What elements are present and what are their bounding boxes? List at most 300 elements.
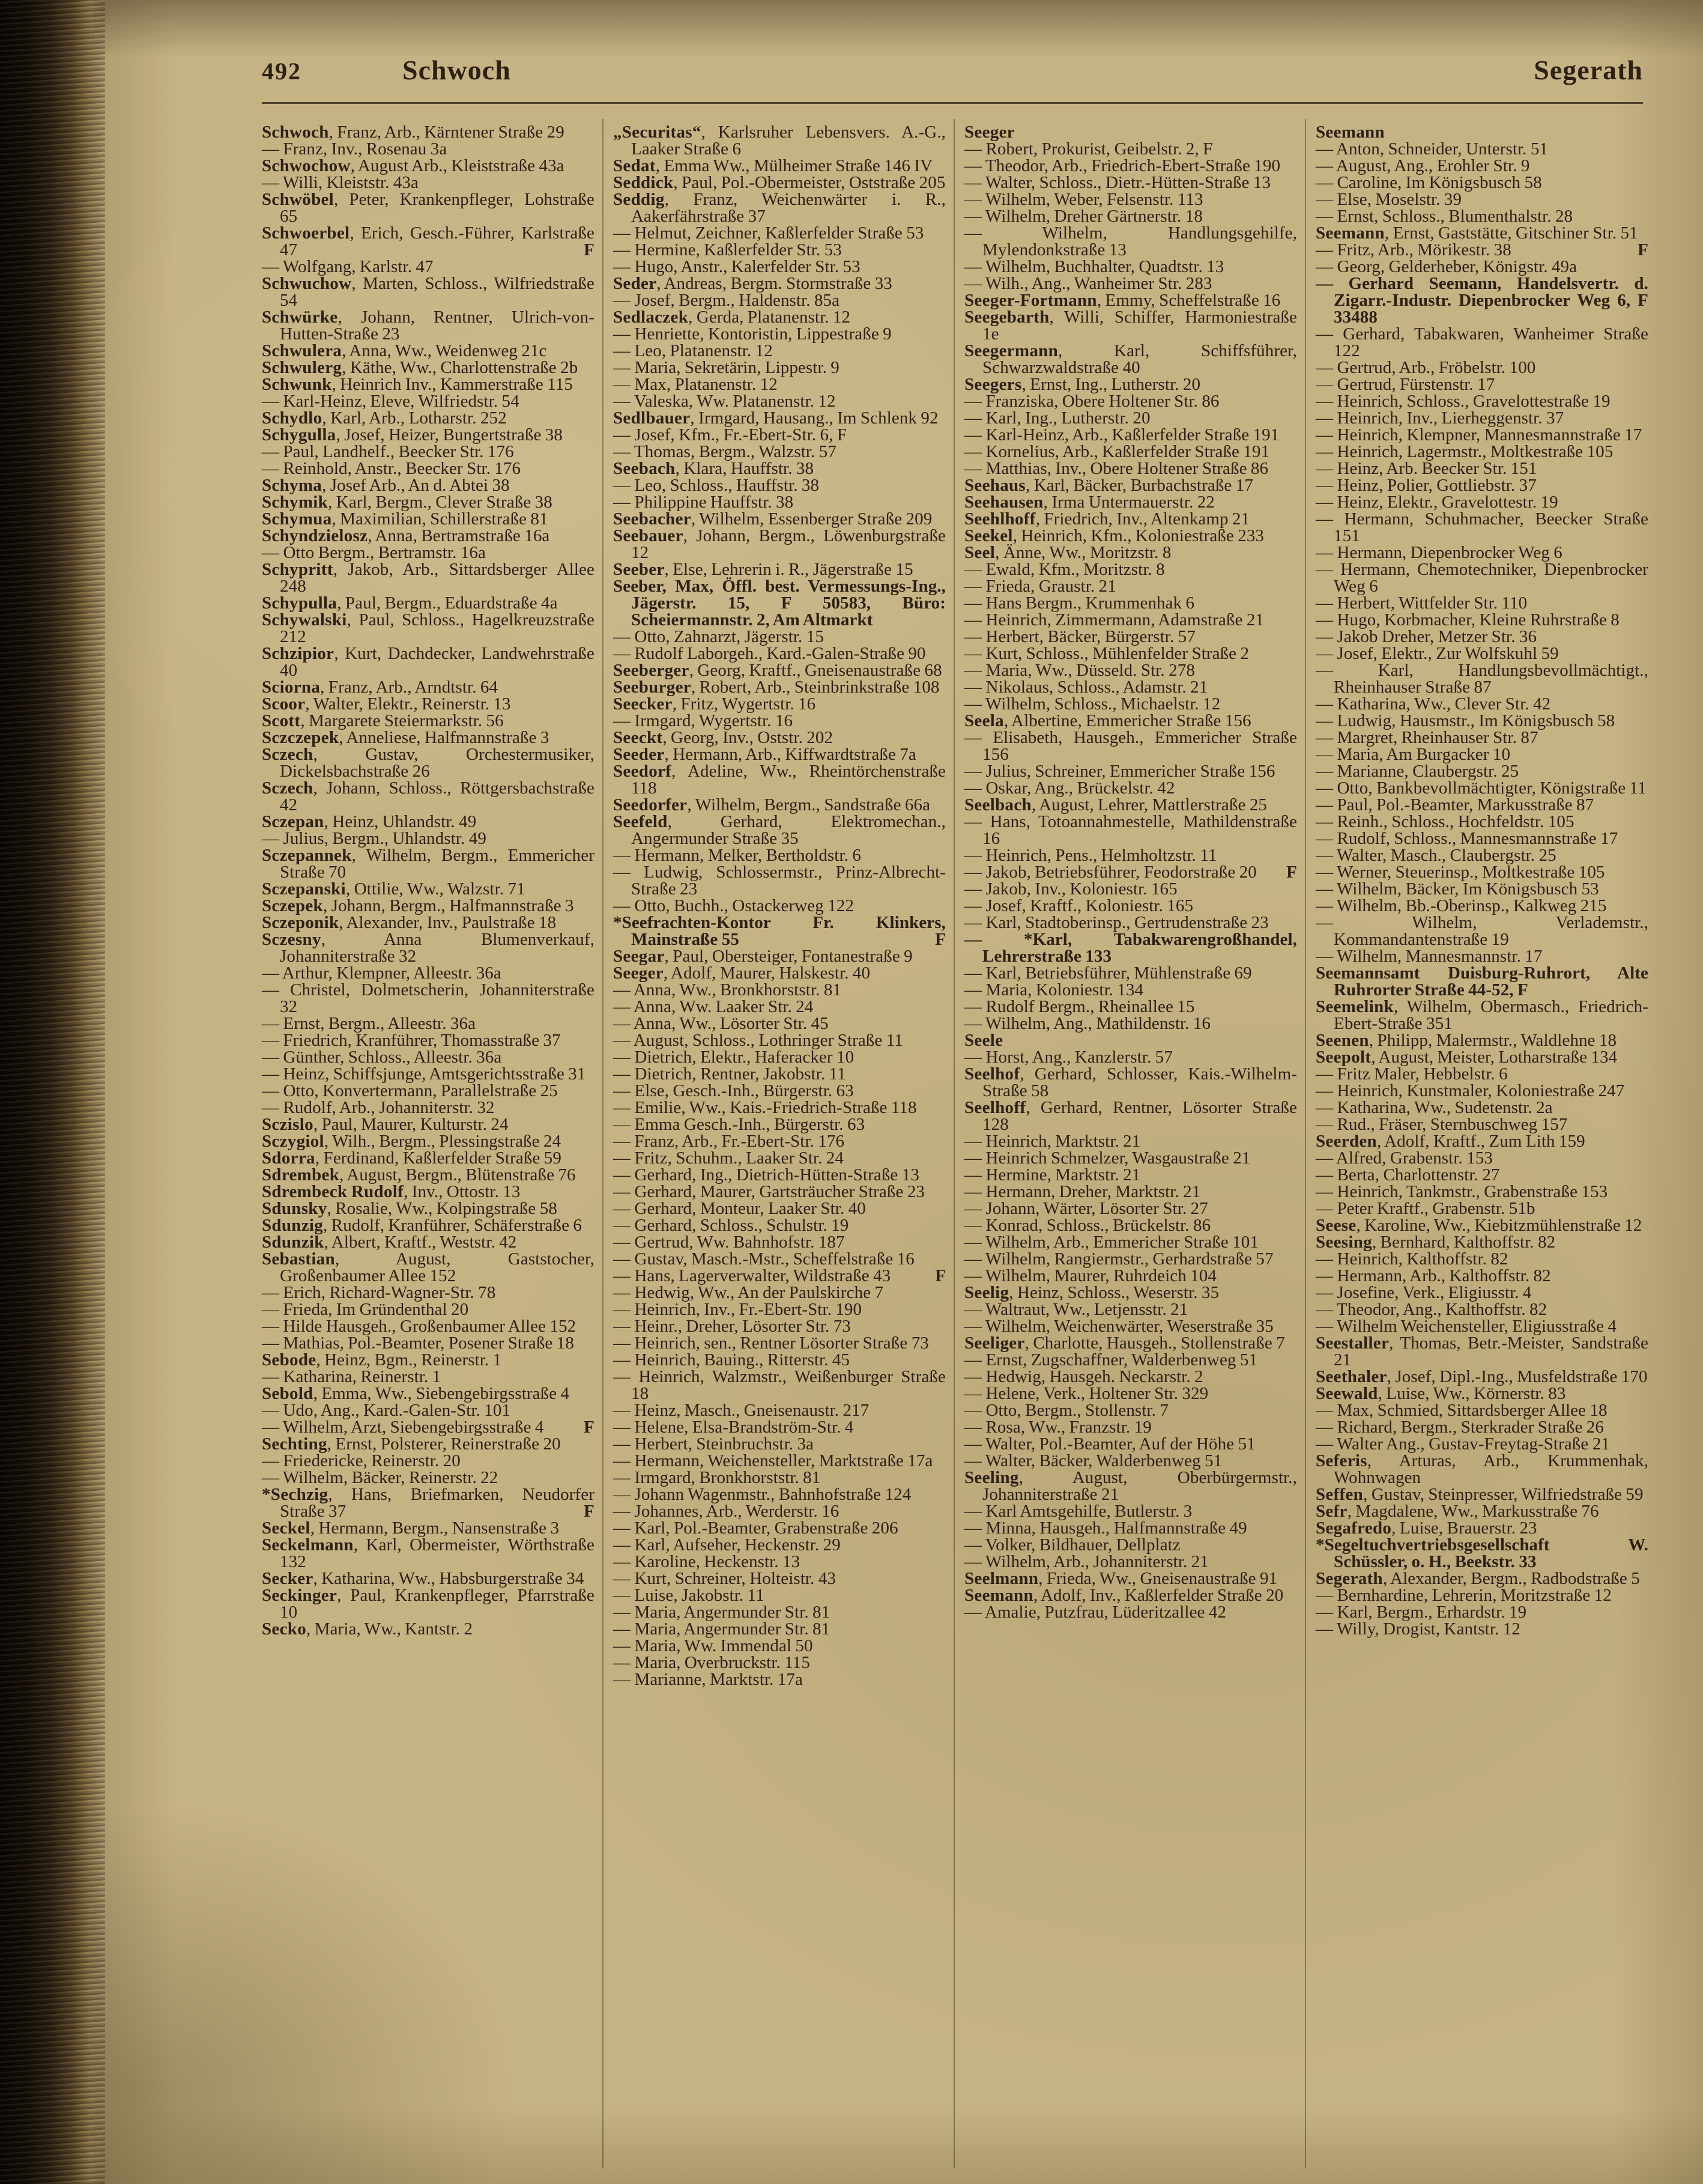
directory-entry: Schyndzielosz, Anna, Bertramstraße 16a <box>262 526 550 545</box>
directory-entry: — Amalie, Putzfrau, Lüderitzallee 42 <box>964 1603 1227 1622</box>
directory-entry: — Helene, Verk., Holtener Str. 329 <box>964 1384 1209 1403</box>
directory-entry: „Securitas“, Karlsruher Lebensvers. A.-G., Laaker Straße 6 <box>613 123 946 159</box>
directory-entry: — Wilh., Ang., Wanheimer Str. 283 <box>964 274 1212 293</box>
entry-surname: Sebastian <box>262 1249 335 1269</box>
directory-entry: — Heinz, Masch., Gneisenaustr. 217 <box>613 1401 870 1420</box>
entry-surname: Seemann <box>964 1586 1033 1605</box>
directory-entry: — Heinrich, sen., Rentner Lösorter Straße 73 <box>613 1333 929 1353</box>
entry-surname: Seegermann <box>964 341 1059 360</box>
entry-surname: Sczepannek <box>262 846 352 865</box>
directory-entry: — Robert, Prokurist, Geibelstr. 2, F <box>964 139 1213 159</box>
directory-entry: — Maria, Angermunder Str. 81 <box>613 1619 830 1639</box>
entry-surname: Seemann <box>1316 123 1385 142</box>
directory-entry: — Emma Gesch.-Inh., Bürgerstr. 63 <box>613 1115 865 1134</box>
directory-entry: — Irmgard, Wygertstr. 16 <box>613 711 793 730</box>
entry-surname: Seehausen <box>964 493 1044 512</box>
directory-entry: — Oskar, Ang., Brückelstr. 42 <box>964 778 1175 798</box>
directory-entry: — Fritz, Schuhm., Laaker Str. 24 <box>613 1148 844 1168</box>
directory-entry: Sczesny, Anna Blumenverkauf, Johanniterstraße 32 <box>262 930 594 966</box>
directory-entry: — Heinz, Elektr., Gravelottestr. 19 <box>1316 493 1558 512</box>
directory-entry: — Reinhold, Anstr., Beecker Str. 176 <box>262 459 521 478</box>
directory-entry: — Maria, Overbruckstr. 115 <box>613 1653 810 1672</box>
directory-entry: Seel, Änne, Ww., Moritzstr. 8 <box>964 543 1172 562</box>
directory-entry: Seepolt, August, Meister, Lotharstraße 134 <box>1316 1048 1618 1067</box>
directory-entry: — Wilhelm, Bäcker, Im Königsbusch 53 <box>1316 879 1599 899</box>
directory-entry: Seewald, Luise, Ww., Körnerstr. 83 <box>1316 1384 1566 1403</box>
entry-surname: Seemelink <box>1316 997 1394 1016</box>
entry-surname: Seeliger <box>964 1333 1025 1353</box>
directory-entry: Seethaler, Josef, Dipl.-Ing., Musfeldstraße 170 <box>1316 1367 1648 1386</box>
entry-surname: Schwürke <box>262 308 338 327</box>
directory-entry: — Hans, Totoannahmestelle, Mathildenstraße 16 <box>964 812 1297 848</box>
directory-entry: — Josef, Elektr., Zur Wolfskuhl 59 <box>1316 644 1559 663</box>
directory-entry: Seebauer, Johann, Bergm., Löwenburgstraße 12 <box>613 526 946 562</box>
directory-entry: — Frieda, Im Gründenthal 20 <box>262 1300 469 1319</box>
directory-entry: — Gerhard, Tabakwaren, Wanheimer Straße 122 <box>1316 324 1648 360</box>
directory-entry: — Franz, Arb., Fr.-Ebert-Str. 176 <box>613 1132 845 1151</box>
directory-entry: — Kornelius, Arb., Kaßlerfelder Straße 191 <box>964 442 1270 461</box>
directory-entry: Seferis, Arturas, Arb., Krummenhak, Wohnwagen <box>1316 1451 1648 1487</box>
directory-entry: Sefr, Magdalene, Ww., Markusstraße 76 <box>1316 1502 1599 1521</box>
directory-entry: — Hedwig, Ww., An der Paulskirche 7 <box>613 1283 884 1302</box>
directory-entry: — Herbert, Wittfelder Str. 110 <box>1316 593 1528 613</box>
directory-entry: — Walter, Bäcker, Walderbenweg 51 <box>964 1451 1223 1470</box>
directory-entry: — Rudolf, Arb., Johanniterstr. 32 <box>262 1098 495 1117</box>
directory-entry: *Seefrachten-Kontor Fr. Klinkers, Mainstraße 55 F <box>613 913 946 949</box>
directory-entry: — Hedwig, Hausgeh. Neckarstr. 2 <box>964 1367 1203 1386</box>
directory-entry: Seeling, August, Oberbürgermstr., Johanniterstraße 21 <box>964 1468 1297 1504</box>
directory-entry: Sedlaczek, Gerda, Platanenstr. 12 <box>613 308 851 327</box>
directory-entry: — Helmut, Zeichner, Kaßlerfelder Straße 53 <box>613 223 924 243</box>
directory-entry: — Heinz, Schiffsjunge, Amtsgerichtsstraße 31 <box>262 1064 586 1084</box>
directory-entry: — Ernst, Zugschaffner, Walderbenweg 51 <box>964 1350 1258 1370</box>
directory-entry: — Heinrich, Klempner, Mannesmannstraße 17 <box>1316 425 1642 444</box>
directory-entry: — Paul, Pol.-Beamter, Markusstraße 87 <box>1316 795 1594 814</box>
directory-entry: — Jakob Dreher, Metzer Str. 36 <box>1316 627 1537 646</box>
directory-entry: — Arthur, Klempner, Alleestr. 36a <box>262 963 501 983</box>
directory-entry: — Gerhard, Ing., Dietrich-Hütten-Straße 13 <box>613 1165 919 1185</box>
entry-surname: Sdrembek <box>262 1165 340 1185</box>
directory-entry: — Walter, Masch., Claubergstr. 25 <box>1316 846 1556 865</box>
directory-entry: — Josefine, Verk., Eligiusstr. 4 <box>1316 1283 1532 1302</box>
directory-entry: Seelig, Heinz, Schloss., Weserstr. 35 <box>964 1283 1220 1302</box>
directory-entry: — Julius, Bergm., Uhlandstr. 49 <box>262 829 486 848</box>
directory-entry: — Heinrich, Inv., Fr.-Ebert-Str. 190 <box>613 1300 862 1319</box>
directory-entry: — Rudolf Laborgeh., Kard.-Galen-Straße 90 <box>613 644 926 663</box>
directory-entry: — Berta, Charlottenstr. 27 <box>1316 1165 1500 1185</box>
directory-entry: — Werner, Steuerinsp., Moltkestraße 105 <box>1316 863 1605 882</box>
entry-surname: Sdunsky <box>262 1199 327 1218</box>
directory-entry: — Frieda, Graustr. 21 <box>964 577 1116 596</box>
directory-entry: — Ernst, Bergm., Alleestr. 36a <box>262 1014 476 1033</box>
page-number: 492 <box>262 58 301 85</box>
directory-entry: — Anton, Schneider, Unterstr. 51 <box>1316 139 1549 159</box>
directory-entry: Seese, Karoline, Ww., Kiebitzmühlenstraße 12 <box>1316 1216 1642 1235</box>
directory-entry: — Herbert, Steinbruchstr. 3a <box>613 1434 814 1454</box>
directory-entry: — Wilhelm, Handlungsgehilfe, Mylendonkstraße 13 <box>964 223 1297 259</box>
directory-entry: Seeckt, Georg, Inv., Oststr. 202 <box>613 728 833 747</box>
directory-entry: — Rosa, Ww., Franzstr. 19 <box>964 1418 1152 1437</box>
directory-entry: — Leo, Schloss., Hauffstr. 38 <box>613 476 820 495</box>
entry-surname: Seesing <box>1316 1233 1372 1252</box>
directory-entry: — Wilhelm, Weichenwärter, Weserstraße 35 <box>964 1317 1274 1336</box>
directory-entry: — Franziska, Obere Holtener Str. 86 <box>964 392 1220 411</box>
directory-entry: — Gerhard, Monteur, Laaker Str. 40 <box>613 1199 866 1218</box>
directory-entry: — Katharina, Ww., Sudetenstr. 2a <box>1316 1098 1553 1117</box>
directory-entry: Segafredo, Luise, Brauerstr. 23 <box>1316 1518 1537 1538</box>
directory-entry: Schymik, Karl, Bergm., Clever Straße 38 <box>262 493 552 512</box>
directory-entry: Seelbach, August, Lehrer, Mattlerstraße 25 <box>964 795 1268 814</box>
directory-entry: — Wilhelm, Arzt, Siebengebirgsstraße 4 F <box>262 1418 594 1437</box>
entry-surname: Secko <box>262 1619 306 1639</box>
directory-entry: — Karl, Betriebsführer, Mühlenstraße 69 <box>964 963 1252 983</box>
directory-entry: — Karl-Heinz, Eleve, Wilfriedstr. 54 <box>262 392 519 411</box>
entry-surname: Schwoerbel <box>262 223 350 243</box>
directory-entry: — Willy, Drogist, Kantstr. 12 <box>1316 1619 1520 1639</box>
directory-entry: — Gerhard, Maurer, Gartsträucher Straße 23 <box>613 1182 925 1201</box>
directory-entry: — Otto, Bergm., Stollenstr. 7 <box>964 1401 1169 1420</box>
directory-entry: Sdunzik, Albert, Kraftf., Weststr. 42 <box>262 1233 517 1252</box>
entry-surname: Schwoch <box>262 123 329 142</box>
entry-surname: Sczeponik <box>262 913 339 932</box>
entry-surname: Schwochow <box>262 156 351 175</box>
directory-entry: Seegers, Ernst, Ing., Lutherstr. 20 <box>964 375 1201 394</box>
directory-entry: — Bernhardine, Lehrerin, Moritzstraße 12 <box>1316 1586 1612 1605</box>
directory-entry: — Friedericke, Reinerstr. 20 <box>262 1451 461 1470</box>
directory-entry: Sczepanski, Ottilie, Ww., Walzstr. 71 <box>262 879 525 899</box>
entry-surname: Schwöbel <box>262 190 334 209</box>
directory-entry: — Valeska, Ww. Platanenstr. 12 <box>613 392 836 411</box>
directory-entry: Sebode, Heinz, Bgm., Reinerstr. 1 <box>262 1350 502 1370</box>
directory-entry: — Ludwig, Hausmstr., Im Königsbusch 58 <box>1316 711 1615 730</box>
directory-entry: — Karl, Ing., Lutherstr. 20 <box>964 408 1151 428</box>
directory-entry: — Heinrich, Walzmstr., Weißenburger Straße 18 <box>613 1367 946 1403</box>
entry-surname: Seeburger <box>613 678 691 697</box>
directory-entry: — Ernst, Schloss., Blumenthalstr. 28 <box>1316 207 1573 226</box>
directory-entry: — Heinrich, Schloss., Gravelottestraße 19 <box>1316 392 1611 411</box>
telephone-marker: F <box>584 1418 594 1437</box>
entry-surname: Schyma <box>262 476 322 495</box>
directory-entry <box>1316 124 1648 141</box>
directory-entry: Seelhof, Gerhard, Schlosser, Kais.-Wilhelm-Straße 58 <box>964 1064 1297 1100</box>
entry-surname: Segafredo <box>1316 1518 1392 1538</box>
directory-entry: Sdunsky, Rosalie, Ww., Kolpingstraße 58 <box>262 1199 557 1218</box>
directory-entry: — Johannes, Arb., Werderstr. 16 <box>613 1502 839 1521</box>
directory-entry: — Wilhelm, Weber, Felsenstr. 113 <box>964 190 1203 209</box>
entry-surname: Seeger-Fortmann <box>964 291 1097 310</box>
directory-entry: Seeger, Adolf, Maurer, Halskestr. 40 <box>613 963 871 983</box>
entry-surname: Seegebarth <box>964 308 1050 327</box>
entry-surname: Schwulera <box>262 341 342 360</box>
entry-surname: Sdorra <box>262 1148 315 1168</box>
entry-surname: Seepolt <box>1316 1048 1372 1067</box>
entry-surname: Seel <box>964 543 996 562</box>
directory-entry: Schwöbel, Peter, Krankenpfleger, Lohstraße 65 <box>262 190 594 226</box>
directory-entry: — Theodor, Ang., Kalthoffstr. 82 <box>1316 1300 1547 1319</box>
directory-entry: — Hugo, Korbmacher, Kleine Ruhrstraße 8 <box>1316 610 1620 629</box>
entry-surname: Seddick <box>613 173 674 192</box>
directory-entry: Seelhoff, Gerhard, Rentner, Lösorter Straße 128 <box>964 1098 1297 1134</box>
directory-entry <box>964 124 1297 141</box>
directory-entry: Seebacher, Wilhelm, Essenberger Straße 209 <box>613 509 933 529</box>
directory-entry: Schygulla, Josef, Heizer, Bungertstraße 38 <box>262 425 563 444</box>
directory-entry: — Hermann, Weichensteller, Marktstraße 17a <box>613 1451 933 1470</box>
entry-surname: Sefr <box>1316 1502 1348 1521</box>
directory-entry: Schwulerg, Käthe, Ww., Charlottenstraße 2b <box>262 358 578 377</box>
directory-entry: — Horst, Ang., Kanzlerstr. 57 <box>964 1048 1173 1067</box>
entry-surname: Seeder <box>613 745 665 764</box>
directory-entry: — Kurt, Schreiner, Holteistr. 43 <box>613 1569 836 1588</box>
entry-surname: Sczczepek <box>262 728 339 747</box>
entry-surname: Seehlhoff <box>964 509 1036 529</box>
directory-entry: — Wilhelm, Ang., Mathildenstr. 16 <box>964 1014 1211 1033</box>
directory-entry: — Walter, Pol.-Beamter, Auf der Höhe 51 <box>964 1434 1256 1454</box>
directory-entry: — Richard, Bergm., Sterkrader Straße 26 <box>1316 1418 1604 1437</box>
entry-surname: Seebauer <box>613 526 683 545</box>
entry-surname: Seese <box>1316 1216 1357 1235</box>
directory-entry: — Maria, Am Burgacker 10 <box>1316 745 1511 764</box>
directory-entry: Sdrembek, August, Bergm., Blütenstraße 76 <box>262 1165 576 1185</box>
entry-surname: Seefeld <box>613 812 668 831</box>
directory-entry: — Georg, Gelderheber, Königstr. 49a <box>1316 257 1577 276</box>
directory-entry: — August, Ang., Erohler Str. 9 <box>1316 156 1530 175</box>
directory-entry: — Wilhelm, Rangiermstr., Gerhardstraße 57 <box>964 1249 1274 1269</box>
directory-entry: — Otto Bergm., Bertramstr. 16a <box>262 543 486 562</box>
directory-entry: Seeder, Hermann, Arb., Kiffwardtstraße 7a <box>613 745 916 764</box>
entry-surname: Seelbach <box>964 795 1032 814</box>
directory-entry: — Gerhard Seemann, Handelsvertr. d. Zigarr.-Industr. Diepenbrocker Weg 6, F 33488 <box>1316 274 1648 327</box>
directory-entry: Sdrembeck Rudolf, Inv., Ottostr. 13 <box>262 1182 521 1201</box>
directory-entry: — Heinrich, Pens., Helmholtzstr. 11 <box>964 846 1217 865</box>
entry-surname: Schypritt <box>262 560 333 579</box>
directory-entry: — Jakob, Betriebsführer, Feodorstraße 20 F <box>964 863 1297 882</box>
entry-surname: Seeckt <box>613 728 663 747</box>
entry-surname: Seddig <box>613 190 665 209</box>
directory-entry: Sczeponik, Alexander, Inv., Paulstraße 18 <box>262 913 557 932</box>
directory-entry: — Irmgard, Bronkhorststr. 81 <box>613 1468 821 1487</box>
entry-surname: Seelhof <box>964 1064 1020 1084</box>
directory-entry: — Wilhelm, Arb., Emmericher Straße 101 <box>964 1233 1259 1252</box>
directory-entry: — Heinr., Dreher, Lösorter Str. 73 <box>613 1317 851 1336</box>
directory-entry: — Rudolf Bergm., Rheinallee 15 <box>964 997 1195 1016</box>
directory-entry: — Heinrich, Tankmstr., Grabenstraße 153 <box>1316 1182 1608 1201</box>
directory-entry: Seekel, Heinrich, Kfm., Koloniestraße 233 <box>964 526 1265 545</box>
directory-entry: — Wilhelm, Maurer, Ruhrdeich 104 <box>964 1266 1217 1285</box>
directory-column-1 <box>252 119 602 2168</box>
entry-surname: Schymua <box>262 509 332 529</box>
directory-entry: — Else, Gesch.-Inh., Bürgerstr. 63 <box>613 1081 854 1100</box>
directory-entry: — August, Schloss., Lothringer Straße 11 <box>613 1031 903 1050</box>
directory-entry: — Friedrich, Kranführer, Thomasstraße 37 <box>262 1031 561 1050</box>
directory-entry: — Wilhelm, Verlademstr., Kommandantenstraße 19 <box>1316 913 1648 949</box>
entry-surname: Seegar <box>613 947 665 966</box>
directory-entry: — Heinrich, Lagermstr., Moltkestraße 105 <box>1316 442 1614 461</box>
entry-surname: Seckelmann <box>262 1535 354 1555</box>
directory-entry: — Max, Platanenstr. 12 <box>613 375 778 394</box>
entry-surname: Sedlbauer <box>613 408 691 428</box>
entry-surname: Seelig <box>964 1283 1009 1302</box>
directory-entry: — Heinz, Polier, Gottliebstr. 37 <box>1316 476 1537 495</box>
header-rule <box>262 102 1643 104</box>
directory-entry: — Paul, Landhelf., Beecker Str. 176 <box>262 442 514 461</box>
directory-entry: — Wilhelm, Bb.-Oberinsp., Kalkweg 215 <box>1316 896 1607 915</box>
directory-entry: — Karl, Handlungsbevollmächtigt., Rheinhauser Straße 87 <box>1316 661 1648 697</box>
directory-entry: — Otto, Bankbevollmächtigter, Königstraße 11 <box>1316 778 1647 798</box>
directory-entry: Seebach, Klara, Hauffstr. 38 <box>613 459 814 478</box>
directory-entry: Schwulera, Anna, Ww., Weidenweg 21c <box>262 341 547 360</box>
directory-entry: Schydlo, Karl, Arb., Lotharstr. 252 <box>262 408 507 428</box>
directory-entry: Seeber, Else, Lehrerin i. R., Jägerstraße 15 <box>613 560 913 579</box>
entry-surname: Segerath <box>1316 1569 1383 1588</box>
entry-surname: Seehaus <box>964 476 1026 495</box>
telephone-marker: F <box>935 1266 946 1285</box>
directory-entry: Sebold, Emma, Ww., Siebengebirgsstraße 4 <box>262 1384 570 1403</box>
directory-entry: Sciorna, Franz, Arb., Arndtstr. 64 <box>262 678 498 697</box>
directory-entry: — Hermann, Schuhmacher, Beecker Straße 151 <box>1316 509 1648 545</box>
directory-entry: — Matthias, Inv., Obere Holtener Straße 86 <box>964 459 1269 478</box>
directory-entry: — Wilhelm, Schloss., Michaelstr. 12 <box>964 694 1221 714</box>
catchword-left: Schwoch <box>402 55 511 85</box>
directory-entry: — Helene, Elsa-Brandström-Str. 4 <box>613 1418 854 1437</box>
directory-entry: — Marianne, Claubergstr. 25 <box>1316 762 1519 781</box>
directory-entry: Schwoerbel, Erich, Gesch.-Führer, Karlstraße 47 F <box>262 223 594 259</box>
directory-entry: — *Karl, Tabakwarengroßhandel, Lehrerstraße 133 <box>964 930 1297 966</box>
entry-surname: Schywalski <box>262 610 347 629</box>
directory-entry: — Hermann, Arb., Kalthoffstr. 82 <box>1316 1266 1551 1285</box>
directory-entry: — Mathias, Pol.-Beamter, Posener Straße 18 <box>262 1333 574 1353</box>
directory-entry: — Heinrich, Kalthoffstr. 82 <box>1316 1249 1508 1269</box>
entry-surname: Sczech <box>262 745 313 764</box>
directory-entry: *Segeltuchvertriebsgesellschaft W. Schüssler, o. H., Beekstr. 33 <box>1316 1535 1648 1571</box>
directory-entry: — Anna, Ww., Lösorter Str. 45 <box>613 1014 829 1033</box>
directory-column-4 <box>1305 119 1656 2168</box>
entry-surname: Scoor <box>262 694 306 714</box>
entry-surname: Seckel <box>262 1518 310 1538</box>
entry-surname: Sczepanski <box>262 879 346 899</box>
directory-entry: — Otto, Zahnarzt, Jägerstr. 15 <box>613 627 824 646</box>
directory-entry: — Gertrud, Ww. Bahnhofstr. 187 <box>613 1233 845 1252</box>
directory-entry: — Maria, Koloniestr. 134 <box>964 980 1144 999</box>
directory-entry: — Wilhelm, Dreher Gärtnerstr. 18 <box>964 207 1203 226</box>
directory-entry: — Minna, Hausgeh., Halfmannstraße 49 <box>964 1518 1247 1538</box>
directory-entry: — Heinrich, Marktstr. 21 <box>964 1132 1141 1151</box>
directory-entry: — Julius, Schreiner, Emmericher Straße 156 <box>964 762 1275 781</box>
entry-surname: Seela <box>964 711 1004 730</box>
entry-surname: Scott <box>262 711 301 730</box>
entry-surname: Seffen <box>1316 1485 1364 1504</box>
directory-entry: Schyma, Josef Arb., An d. Abtei 38 <box>262 476 510 495</box>
directory-entry: Seffen, Gustav, Steinpresser, Wilfriedstraße 59 <box>1316 1485 1644 1504</box>
entry-surname: Seeber <box>613 560 665 579</box>
directory-entry: — Heinrich, Kunstmaler, Koloniestraße 247 <box>1316 1081 1625 1100</box>
directory-entry: — Otto, Konvertermann, Parallelstraße 25 <box>262 1081 558 1100</box>
directory-entry: — Franz, Inv., Rosenau 3a <box>262 139 447 159</box>
directory-entry: — Wolfgang, Karlstr. 47 <box>262 257 434 276</box>
directory-entry: Sechting, Ernst, Polsterer, Reinerstraße 20 <box>262 1434 561 1454</box>
directory-entry: — Karl, Bergm., Erhardstr. 19 <box>1316 1603 1527 1622</box>
directory-entry: — Karl Amtsgehilfe, Butlerstr. 3 <box>964 1502 1193 1521</box>
directory-entry: — Hermine, Kaßlerfelder Str. 53 <box>613 240 842 259</box>
directory-entry: — Karl, Stadtoberinsp., Gertrudenstraße 23 <box>964 913 1269 932</box>
directory-entry: Seder, Andreas, Bergm. Stormstraße 33 <box>613 274 892 293</box>
entry-surname: Seedorf <box>613 762 672 781</box>
directory-entry: — Hermann, Melker, Bertholdstr. 6 <box>613 846 861 865</box>
entry-surname: Schypulla <box>262 593 337 613</box>
directory-entry: Sczczepek, Anneliese, Halfmannstraße 3 <box>262 728 549 747</box>
directory-entry: Sdorra, Ferdinand, Kaßlerfelder Straße 59 <box>262 1148 561 1168</box>
directory-entry: Seefeld, Gerhard, Elektromechan., Angermunder Straße 35 <box>613 812 946 848</box>
entry-surname: Seekel <box>964 526 1013 545</box>
entry-surname: Seemann <box>1316 223 1385 243</box>
directory-entry: — Katharina, Ww., Clever Str. 42 <box>1316 694 1551 714</box>
directory-columns <box>252 119 1656 2168</box>
entry-surname: Schyndzielosz <box>262 526 368 545</box>
entry-surname: Schwuchow <box>262 274 352 293</box>
directory-entry: Seelmann, Frieda, Ww., Gneisenaustraße 91 <box>964 1569 1278 1588</box>
directory-entry: — Karl, Pol.-Beamter, Grabenstraße 206 <box>613 1518 898 1538</box>
entry-surname: Seenen <box>1316 1031 1369 1050</box>
entry-surname: Sedlaczek <box>613 308 689 327</box>
directory-entry: Seckel, Hermann, Bergm., Nansenstraße 3 <box>262 1518 560 1538</box>
directory-entry: — Gustav, Masch.-Mstr., Scheffelstraße 16 <box>613 1249 915 1269</box>
directory-entry: Seckinger, Paul, Krankenpfleger, Pfarrstraße 10 <box>262 1586 594 1622</box>
directory-entry: — Josef, Kraftf., Koloniestr. 165 <box>964 896 1194 915</box>
directory-entry: — Heinrich Schmelzer, Wasgaustraße 21 <box>964 1148 1251 1168</box>
catchword-right: Segerath <box>1534 55 1643 85</box>
directory-entry: Seemelink, Wilhelm, Obermasch., Friedrich-Ebert-Straße 351 <box>1316 997 1648 1033</box>
directory-entry: — Wilhelm, Arb., Johanniterstr. 21 <box>964 1552 1209 1571</box>
directory-entry: — Hans, Lagerverwalter, Wildstraße 43 F <box>613 1266 946 1285</box>
directory-entry: Sebastian, August, Gaststocher, Großenbaumer Allee 152 <box>262 1249 594 1285</box>
directory-entry: — Fritz Maler, Hebbelstr. 6 <box>1316 1064 1508 1084</box>
directory-entry: Seela, Albertine, Emmericher Straße 156 <box>964 711 1251 730</box>
directory-entry: — Maria, Sekretärin, Lippestr. 9 <box>613 358 839 377</box>
entry-surname: Seeling <box>964 1468 1019 1487</box>
directory-entry: — Elisabeth, Hausgeh., Emmericher Straße 156 <box>964 728 1297 764</box>
directory-entry: Seeburger, Robert, Arb., Steinbrinkstraße 108 <box>613 678 940 697</box>
entry-surname: Schwunk <box>262 375 332 394</box>
directory-entry: — Kurt, Schloss., Mühlenfelder Straße 2 <box>964 644 1250 663</box>
directory-entry: Seemann, Ernst, Gaststätte, Gitschiner Str. 51 F <box>1316 223 1648 259</box>
directory-entry: — Herbert, Bäcker, Bürgerstr. 57 <box>964 627 1196 646</box>
entry-surname: Seedorfer <box>613 795 688 814</box>
entry-surname: Sdunzig <box>262 1216 324 1235</box>
directory-entry: Schwochow, August Arb., Kleiststraße 43a <box>262 156 564 175</box>
directory-entry: — Josef, Bergm., Haldenstr. 85a <box>613 291 840 310</box>
directory-entry: Segerath, Alexander, Bergm., Radbodstraße 5 <box>1316 1569 1640 1588</box>
entry-surname: Seckinger <box>262 1586 337 1605</box>
directory-entry: — Heinrich, Bauing., Ritterstr. 45 <box>613 1350 850 1370</box>
directory-entry: — Fritz, Arb., Mörikestr. 38 <box>1316 240 1511 259</box>
entry-surname: Seelhoff <box>964 1098 1026 1117</box>
directory-entry: — Dietrich, Elektr., Haferacker 10 <box>613 1048 855 1067</box>
directory-entry: Schypritt, Jakob, Arb., Sittardsberger Allee 248 <box>262 560 594 596</box>
directory-entry: Seestaller, Thomas, Betr.-Meister, Sandstraße 21 <box>1316 1333 1648 1370</box>
directory-entry: Sczepek, Johann, Bergm., Halfmannstraße 3 <box>262 896 574 915</box>
directory-entry: — Gertrud, Fürstenstr. 17 <box>1316 375 1495 394</box>
directory-entry: — Marianne, Marktstr. 17a <box>613 1670 803 1689</box>
directory-entry: — Johann Wagenmstr., Bahnhofstraße 124 <box>613 1485 912 1504</box>
directory-entry: — Max, Schmied, Sittardsberger Allee 18 <box>1316 1401 1608 1420</box>
directory-entry: — Wilhelm, Bäcker, Reinerstr. 22 <box>262 1468 498 1487</box>
directory-entry: — Leo, Platanenstr. 12 <box>613 341 773 360</box>
directory-entry: — Jakob, Inv., Koloniestr. 165 <box>964 879 1178 899</box>
directory-entry: Seecker, Fritz, Wygertstr. 16 <box>613 694 816 714</box>
directory-entry: Seehaus, Karl, Bäcker, Burbachstraße 17 <box>964 476 1253 495</box>
entry-surname: Schzipior <box>262 644 334 663</box>
directory-entry: — Maria, Angermunder Str. 81 <box>613 1603 830 1622</box>
directory-entry: — Otto, Buchh., Ostackerweg 122 <box>613 896 854 915</box>
